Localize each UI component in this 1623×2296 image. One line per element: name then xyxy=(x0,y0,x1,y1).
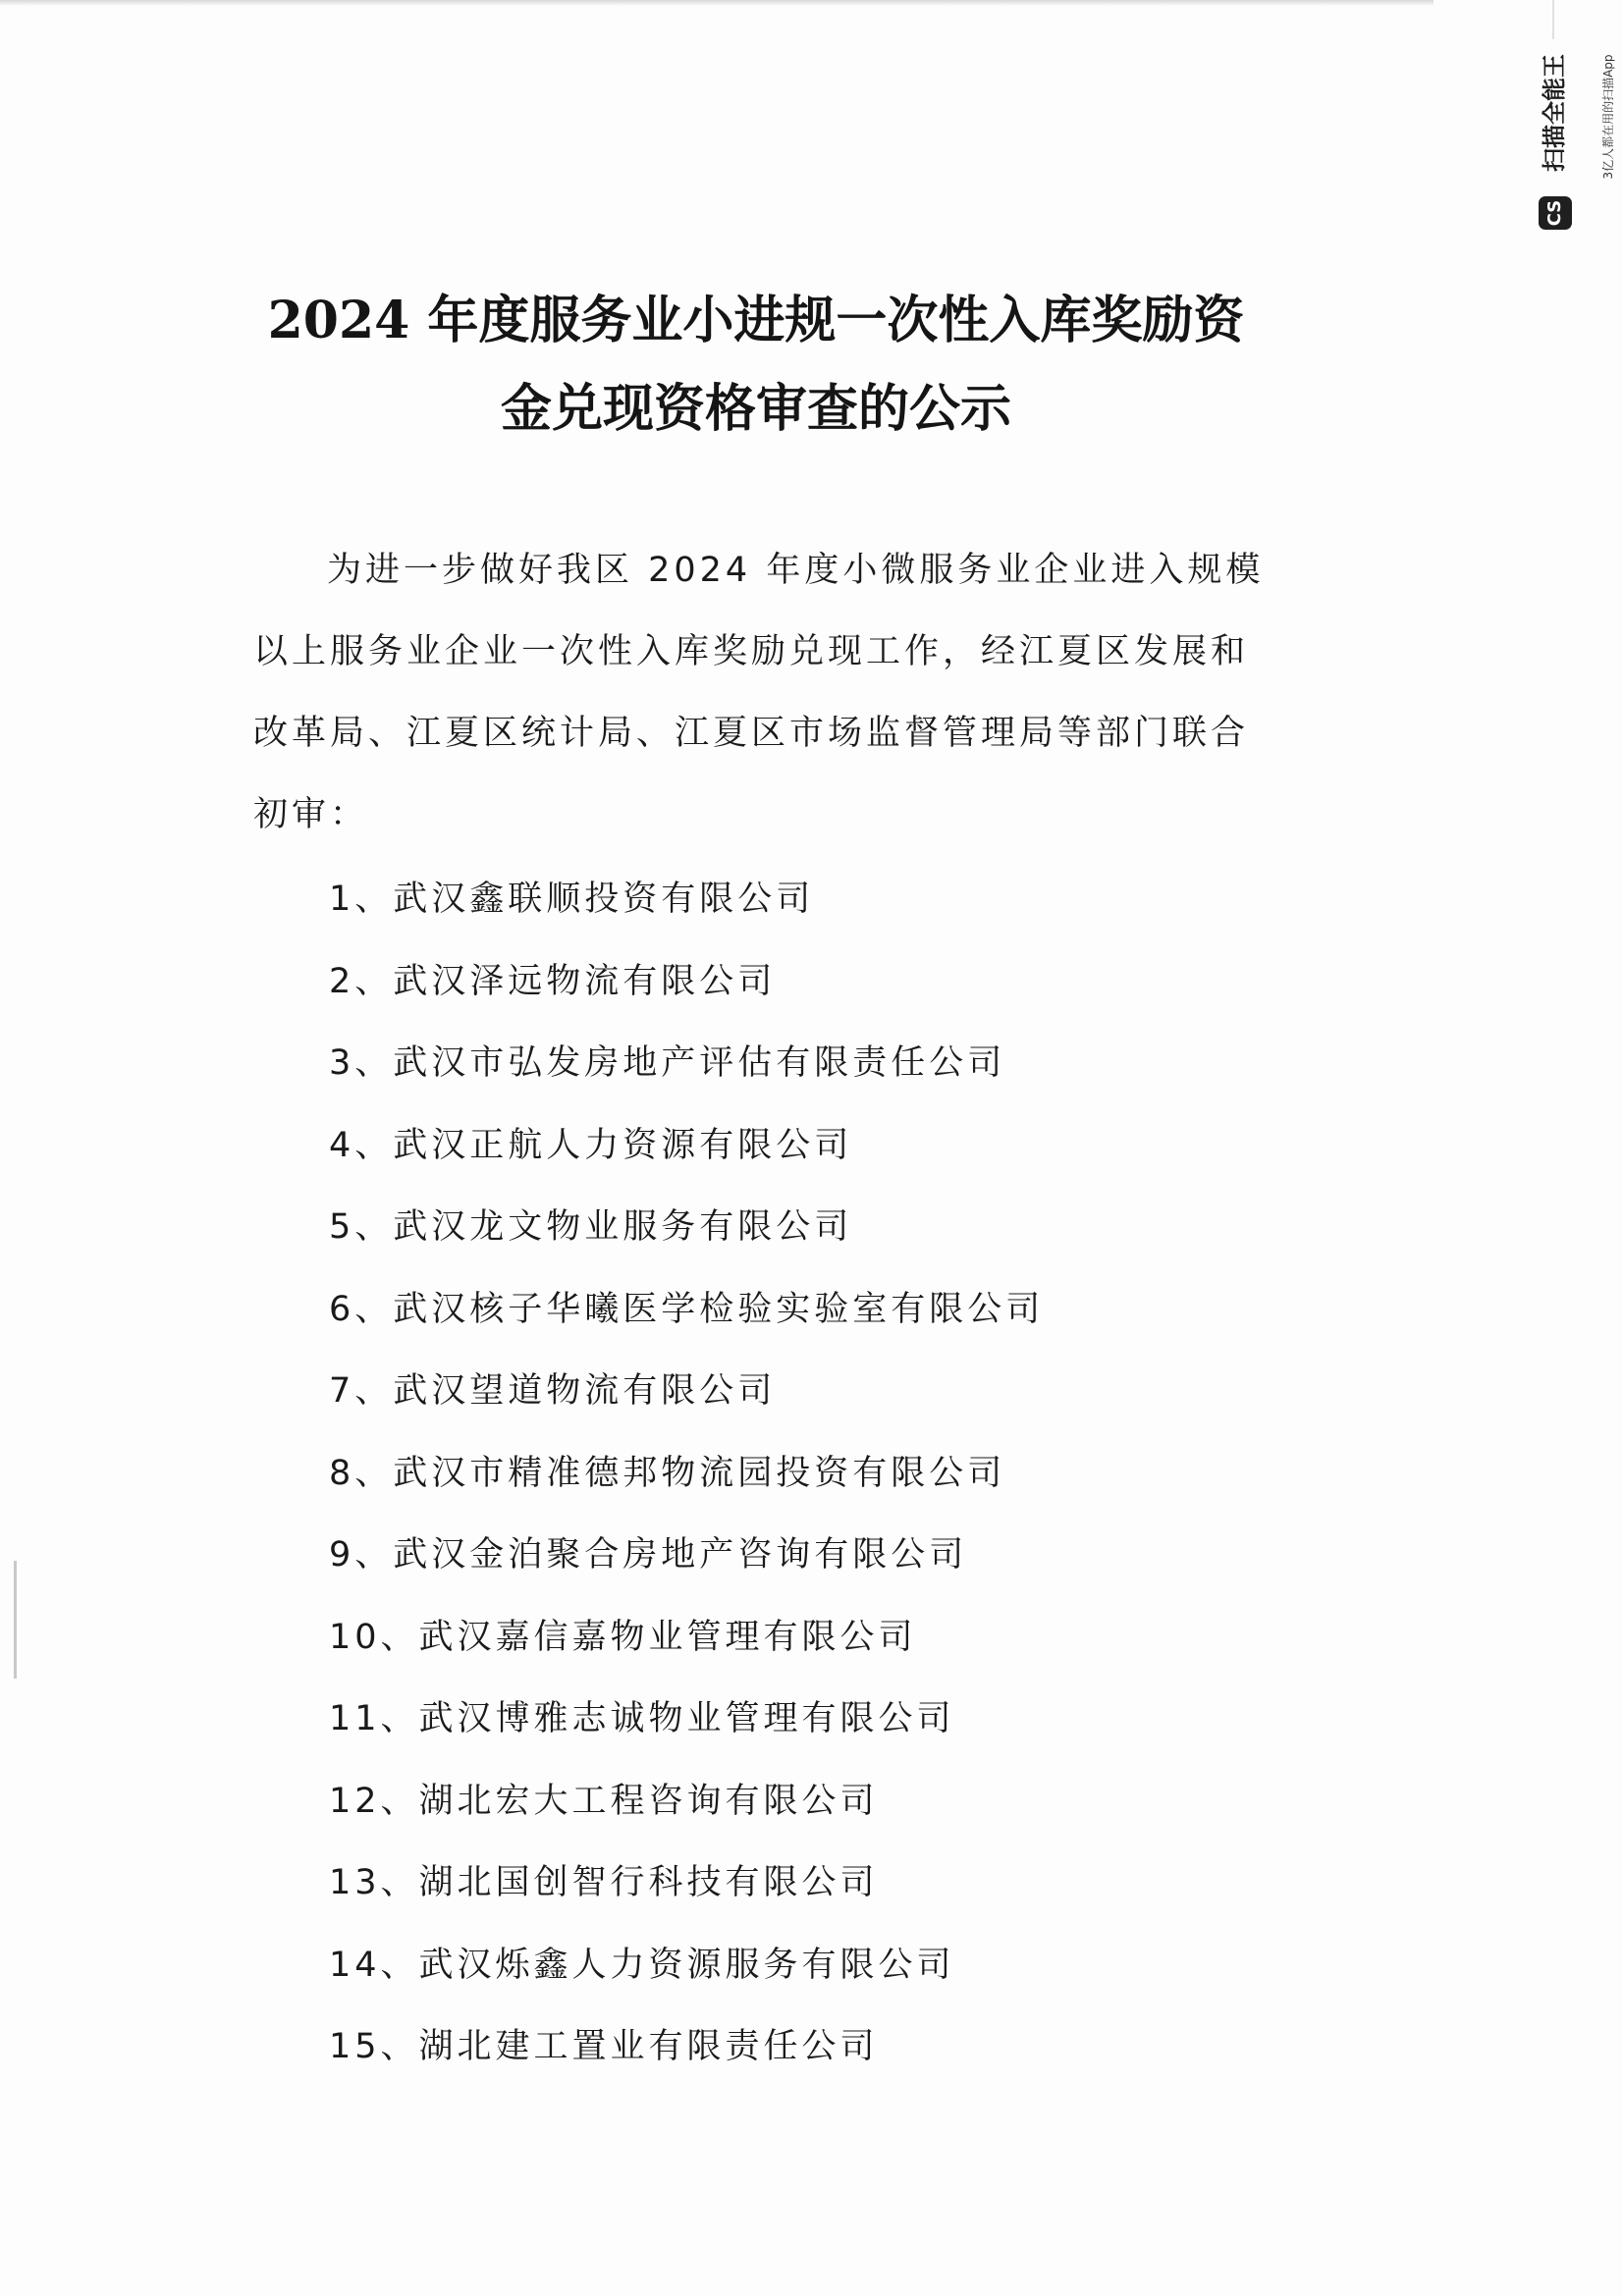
watermark-title: 扫描全能王 xyxy=(1541,54,1568,172)
document-title xyxy=(177,277,1335,454)
title-line-1: 2024 年度服务业小进规一次性入库奖励资 xyxy=(267,291,1245,350)
company-list-item: 3、武汉市弘发房地产评估有限责任公司 xyxy=(329,1043,1006,1083)
company-list-item: 5、武汉龙文物业服务有限公司 xyxy=(329,1207,853,1247)
company-list-item: 12、湖北宏大工程咨询有限公司 xyxy=(329,1781,879,1821)
company-list-item: 4、武汉正航人力资源有限公司 xyxy=(329,1125,853,1165)
camscanner-logo-icon: CS xyxy=(1539,196,1572,230)
company-list-item: 2、武汉泽远物流有限公司 xyxy=(329,961,777,1001)
scanner-watermark xyxy=(1537,29,1615,231)
company-list-item: 9、武汉金泊聚合房地产咨询有限公司 xyxy=(329,1535,968,1575)
title-line-2: 金兑现资格审查的公示 xyxy=(500,379,1011,439)
paragraph-line: 为进一步做好我区 2024 年度小微服务业企业进入规模 xyxy=(327,551,1265,590)
company-list-item: 10、武汉嘉信嘉物业管理有限公司 xyxy=(329,1617,917,1657)
company-list-item: 11、武汉博雅志诚物业管理有限公司 xyxy=(329,1699,955,1738)
scan-edge-left xyxy=(14,1561,17,1679)
watermark-subtitle: 3亿人都在用的扫描App xyxy=(1601,54,1615,180)
intro-paragraph xyxy=(253,530,1304,856)
company-list-item: 7、武汉望道物流有限公司 xyxy=(329,1371,777,1411)
company-list-item: 15、湖北建工置业有限责任公司 xyxy=(329,2027,879,2066)
company-list xyxy=(329,859,1311,2089)
paragraph-line: 以上服务业企业一次性入库奖励兑现工作，经江夏区发展和 xyxy=(253,632,1250,671)
paragraph-line: 初审： xyxy=(253,795,369,834)
company-list-item: 6、武汉核子华曦医学检验实验室有限公司 xyxy=(329,1289,1045,1329)
paragraph-line: 改革局、江夏区统计局、江夏区市场监督管理局等部门联合 xyxy=(253,714,1250,753)
company-list-item: 8、武汉市精准德邦物流园投资有限公司 xyxy=(329,1453,1006,1493)
company-list-item: 1、武汉鑫联顺投资有限公司 xyxy=(329,880,815,919)
company-list-item: 14、武汉烁鑫人力资源服务有限公司 xyxy=(329,1945,955,1985)
scan-edge-top xyxy=(0,0,1434,6)
company-list-item: 13、湖北国创智行科技有限公司 xyxy=(329,1863,879,1902)
